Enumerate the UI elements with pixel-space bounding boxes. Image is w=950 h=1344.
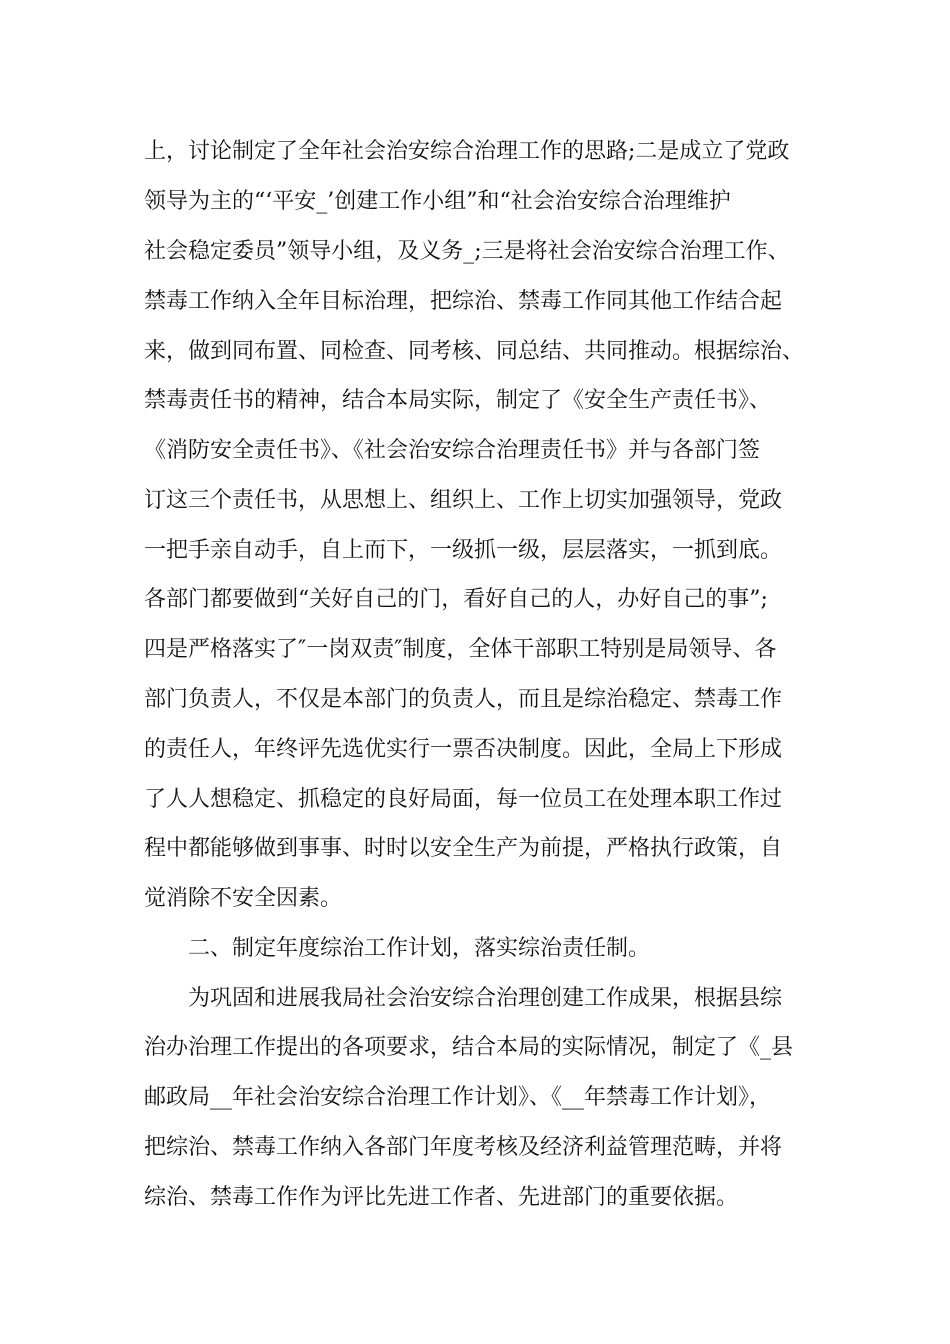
text-line: 的责任人，年终评先选优实行一票否决制度。因此，全局上下形成: [144, 737, 783, 762]
text-line: 了人人想稳定、抓稳定的良好局面，每一位员工在处理本职工作过: [144, 787, 783, 812]
text-line: 治办治理工作提出的各项要求，结合本局的实际情况，制定了《_县: [144, 1035, 794, 1060]
text-line: 程中都能够做到事事、时时以安全生产为前提，严格执行政策，自: [144, 836, 783, 861]
text-line: 各部门都要做到“关好自己的门，看好自己的人，办好自己的事”;: [144, 587, 768, 612]
section-heading: 二、制定年度综治工作计划，落实综治责任制。: [188, 936, 651, 961]
text-line: 社会稳定委员”领导小组，及义务_;三是将社会治安综合治理工作、: [144, 239, 790, 264]
text-line: 禁毒工作纳入全年目标治理，把综治、禁毒工作同其他工作结合起: [144, 289, 783, 314]
text-line: 上，讨论制定了全年社会治安综合治理工作的思路;二是成立了党政: [144, 139, 790, 164]
text-line: 综治、禁毒工作作为评比先进工作者、先进部门的重要依据。: [144, 1185, 739, 1210]
text-line: 觉消除不安全因素。: [144, 886, 343, 911]
text-line: 《消防安全责任书》、《社会治安综合治理责任书》并与各部门签: [144, 438, 761, 463]
text-line: 部门负责人，不仅是本部门的负责人，而且是综治稳定、禁毒工作: [144, 687, 783, 712]
text-line: 邮政局__年社会治安综合治理工作计划》、《__年禁毒工作计划》，: [144, 1085, 772, 1110]
text-line: 禁毒责任书的精神，结合本局实际，制定了《安全生产责任书》、: [144, 388, 772, 413]
text-line: 订这三个责任书，从思想上、组织上、工作上切实加强领导，党政: [144, 488, 783, 513]
text-line: 四是严格落实了″一岗双责″制度，全体干部职工特别是局领导、各: [144, 637, 777, 662]
text-line: 领导为主的“‘平安_’创建工作小组”和“社会治安综合治理维护: [144, 189, 731, 214]
text-line: 一把手亲自动手，自上而下，一级抓一级，层层落实，一抓到底。: [144, 538, 783, 563]
text-line: 把综治、禁毒工作纳入各部门年度考核及经济利益管理范畴，并将: [144, 1135, 783, 1160]
text-line: 为巩固和进展我局社会治安综合治理创建工作成果，根据县综: [188, 986, 783, 1011]
text-line: 来，做到同布置、同检查、同考核、同总结、共同推动。根据综治、: [144, 339, 805, 364]
